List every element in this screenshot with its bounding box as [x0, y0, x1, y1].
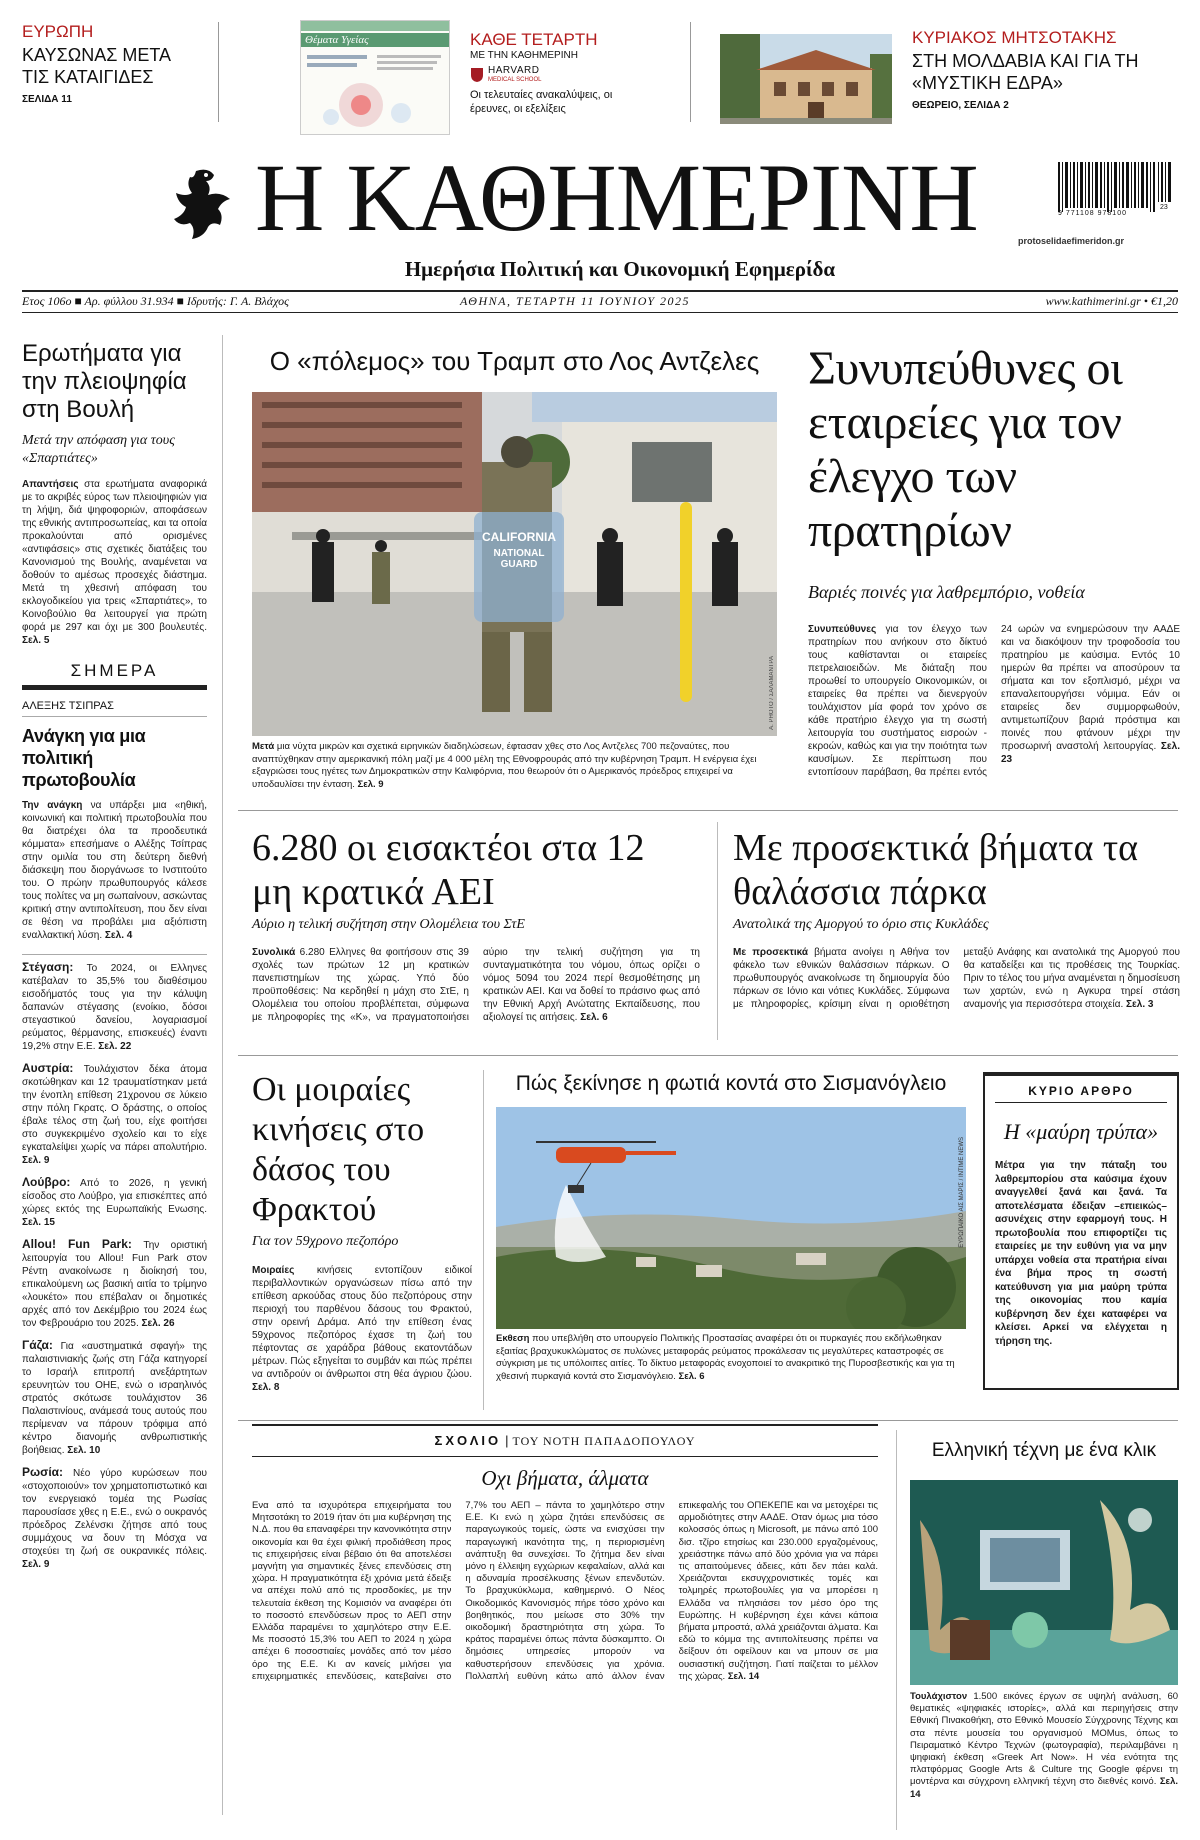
brief-item[interactable] [22, 961, 207, 1053]
forest-headline[interactable]: Οι μοιραίες κινήσεις στο δάσος του Φρακτού [252, 1071, 425, 1228]
photo-story-caption [252, 741, 777, 791]
teaser-kicker: ΚΥΡΙΑΚΟΣ ΜΗΤΣΟΤΑΚΗΣ [912, 28, 1117, 47]
shield-text-line1: CALIFORNIA [482, 530, 556, 544]
art-body [910, 1691, 1178, 1801]
art-ref[interactable]: Σελ. 14 [910, 1776, 1178, 1800]
harvard-brand: HARVARD [488, 65, 540, 76]
masthead-rule-bottom [22, 312, 1178, 313]
masthead-subtitle: Ημερήσια Πολιτική και Οικονομική Εφημερίδα [404, 257, 836, 281]
teaser-subkicker: ΜΕ ΤΗΝ ΚΑΘΗΜΕΡΙΝΗ [470, 50, 578, 61]
main-ref[interactable]: Σελ. 23 [1001, 741, 1180, 765]
briefs-list [22, 954, 207, 1571]
lead-subhead: Μετά την απόφαση για τους «Σπαρτιάτες» [22, 433, 175, 466]
aei-headline[interactable]: 6.280 οι εισακτέοι στα 12 μη κρατικά ΑΕΙ [252, 827, 645, 913]
editorial-label: ΚΥΡΙΟ ΑΡΘΡΟ [995, 1084, 1167, 1103]
art-kicker: Τουλάχιστον [910, 1691, 968, 1702]
caption-ref[interactable]: Σελ. 6 [678, 1370, 705, 1382]
masthead-rule-top [22, 290, 1178, 292]
brief-text: Τουλάχιστον δέκα άτομα σκοτώθηκαν και 12 τραυματίστηκαν μετά την ένοπλη επίθεση 21χρονου σε λύκειο στην πόλη Γκρατς. Ο δράστης, ο οποίος έβαλε τέλος στη ζωή του, είχε φοιτήσει στο συγκεκριμένο σχολείο και το είχε εγκαταλείψει χωρίς να πάρει απολυτήριο. [22, 1064, 207, 1153]
caption-text: μια νύχτα μικρών και σχετικά ειρηνικών διαδηλώσεων, έφτασαν χθες στο Λος Αντζελες 700 πεζοναύτες, που αναπτύχθηκαν στην αμερικανική πόλη μαζί με 4 000 μέλη της Εθνοφρουράς από την κυβέρνηση Τραμπ. Η ενέργεια έχει εξαγριώσει τους ηγέτες των Δημοκρατικών στην Καλιφόρνια, που θεωρούν ότι ο Αμερικανός πρόεδρος επιχειρεί να υποδαυλίσει την ένταση. [252, 741, 757, 790]
teaser-harvard[interactable] [470, 30, 650, 130]
aei-text: 6.280 Ελληνες θα φοιτήσουν στις 39 σχολές των πρώτων 12 μη κρατικών πανεπιστημίων της χώρας. Υπό δύο προϋποθέσεις: Να κερδηθεί η μάχη στο ΣτΕ, η Ολομέλεια του οποίου προβλέπεται, σύμφωνα με πληροφορίες της «Κ», να πραγματοποιήσει αύριο την τελική συζήτηση για τη συνταγματικότητα του νόμου, όπως ορίζει ο νόμος 5094 του 2024 περί θεσμοθέτησης μη κρατικών ΑΕΙ. Και να δοθεί το πράσινο φως από την Εθνική Αρχή Ανώτατης Εκπαίδευσης, που αξιολογεί τις αιτήσεις. [252, 947, 700, 1023]
masthead-info-right: www.kathimerini.gr • €1,20 [1045, 294, 1178, 308]
comment-label: ΣΧΟΛΙΟ [434, 1433, 502, 1448]
forest-kicker: Μοιραίες [252, 1265, 295, 1276]
columnist-name: ΑΛΕΞΗΣ ΤΣΙΠΡΑΣ [22, 700, 207, 717]
brief-text: Το 2024, οι Ελληνες κατέβαλαν το 35,5% του διαθέσιμου εισοδήματός τους για την κάλυψη δαπανών στέγασης (ενοίκιο, δόσοι στεγαστικού δανείου, λογαριασμοί ρεύματος, θέρμανσης, επισκευές) έναντι 19,2% στην Ε.Ε. [22, 963, 207, 1052]
forest-text: κινήσεις εντοπίζουν ειδικοί περιβαλλοντικών οργανώσεων πίσω από την επίθεση αρκούδας στους δύο πεζοπόρους στην περιοχή του παρθένου δάσους του Φρακτού, στην ορεινή Δράμα. Από την επίθεση ένας 59χρονος πεζοπόρος έχασε τη ζωή του πέφτοντας σε χαράδρα βάθους εκατοντάδων μέτρων. Πώς εξηγείται το συμβάν και πώς πρέπει να αντιδρούν οι άνθρωποι στη θέα άγριου ζώου. [252, 1265, 473, 1380]
opinion-kicker: Την ανάγκη [22, 800, 83, 811]
forest-body [252, 1264, 472, 1394]
section-label-box [22, 661, 207, 690]
brief-ref: Σελ. 9 [22, 1155, 50, 1166]
opinion-text: να υπάρξει μια «ηθική, κοινωνική και πολιτική πρωτοβουλία που θα διατρέχει όλα τα προοδευτικά κόμματα» επεσήμανε ο Αλέξης Τσίπρας στην ομιλία του στη δεύτερη διεθνή διάσκεψη που διοργάνωσε το Ινστιτούτο του. Ο πρώην πρωθυπουργός κάλεσε τους πολίτες να μη σωπαίνουν, ασκώντας κριτική στην αντιπολίτευση, που δεν είναι σε θέση να προβάλει μια αξιόπιστη εναλλακτική λύση. [22, 800, 208, 941]
photo-credit: ΕΥΡΩΠΑΪΚΟ ΑΙΣ ΜΑΡΙΣ / INTIME NEWS [959, 1137, 965, 1248]
aei-body [252, 946, 700, 1038]
parks-kicker: Με προσεκτικά [733, 947, 808, 958]
column-divider [222, 335, 223, 1815]
lead-ref[interactable]: Σελ. 5 [22, 635, 50, 646]
brief-title: Λούβρο: [22, 1175, 71, 1189]
lead-text: στα ερωτήματα αναφορικά με το ακριβές εύρος των πλειοψηφιών για τη λήψη, διά ψηφοφοριών, αποφάσεων της εθνικής αντιπροσωπείας, και τα οποία προκαλούνται από ορισμένες «αντιφάσεις» στις σχετικές διατάξεις του Κανονισμού της Βουλής, αναμένεται να δοθούν το αμέσως προσεχές διάστημα. Μετά τη χθεσινή απόφαση του εκλογοδικείου για τρεις «Σπαρτιάτες», το Κοινοβούλιο θα λειτουργεί για πρώτη φορά με 297 και όχι με 300 βουλευτές. [22, 479, 207, 633]
main-headline[interactable]: Συνυπεύθυνες οι εταιρείες για τον έλεγχο των πρατηρίων [808, 342, 1123, 557]
parks-subhead: Ανατολικά της Αμοργού το όριο στις Κυκλάδες [733, 917, 989, 932]
caption-ref[interactable]: Σελ. 9 [357, 778, 384, 790]
caption-text: που υπεβλήθη στο υπουργείο Πολιτικής Προστασίας αναφέρει ότι οι πυρκαγιές που εκδήλωθηκαν εξαιτίας βραχυκυκλώματος σε πυλώνες μεταφοράς ρεύματος προκάλεσαν τις μεγαλύτερες καταστροφές σε σύγκριση με τις υπόλοιπες αιτίες. Το δίκτυο μεταφοράς ενοχοποιεί το ανακριτικό της Πυροσβεστικής και για τη χθεσινή πυρκαγιά κοντά στο Σισμανόγλειο. [496, 1333, 955, 1382]
forest-ref[interactable]: Σελ. 8 [252, 1382, 280, 1393]
fire-headline[interactable]: Πώς ξεκίνησε η φωτιά κοντά στο Σισμανόγλειο [515, 1072, 947, 1095]
magazine-title: Θέματα Υγείας [301, 33, 449, 47]
main-text: για τον έλεγχο των πρατηρίων που ανήκουν στο δίκτυό τους καθίστανται οι εταιρείες πετρελαιοειδών. Με διάταξη που προωθεί το υπουργείο Οικονομικών, οι εταιρείες θα πρέπει να διενεργούν τουλάχιστον μία φορά τον χρόνο σε κάθε πρατήριο έλεγχο για τη σωστή λειτουργία του συστήματος εισροών - εκροών, καθώς και για την ποιότητα των καυσίμων. Σε περίπτωση που εντοπίσουν παράβαση, θα πρέπει εντός 24 ωρών να ενημερώσουν την ΑΑΔΕ και να διακόψουν την τροφοδοσία του πρατηρίου με καύσιμα. Εντός 10 ημερών θα πρέπει να αποσύρουν τα σήματα και τον εξοπλισμό, μέχρι να επαναλειτουργήσει νόμιμα. Εάν οι εταιρείες δεν συμμορφωθούν, αντιμετωπίζουν βαριά πρόστιμα και ποινές που φτάνουν μέχρι την προσωρινή αναστολή λειτουργίας. [808, 624, 1180, 778]
brief-item[interactable] [22, 1466, 207, 1571]
health-magazine-thumb[interactable] [300, 20, 450, 135]
brief-title: Στέγαση: [22, 960, 74, 974]
brief-text: Για «αυστηματικά σφαγή» της παλαιστινιακής ζωής στη Γάζα κατηγορεί το Ισραήλ επιτροπή ανεξάρτητων ερευνητών του ΟΗΕ, ενώ ο ισραηλινός στρατός σκότωσε τουλάχιστον 36 Παλαιστινίους, ανάμεσά τους αυτούς που περίμεναν να πάρουν τρόφιμα από κέντρο διανομής ανθρωπιστικής βοήθειας. [22, 1341, 208, 1456]
section-rule [238, 810, 1178, 811]
editorial-headline[interactable]: Η «μαύρη τρύπα» [1003, 1119, 1159, 1144]
forest-subhead: Για τον 59χρονο πεζοπόρο [252, 1234, 399, 1249]
editorial-box [983, 1072, 1179, 1390]
column-divider [896, 1430, 897, 1830]
parks-ref[interactable]: Σελ. 3 [1126, 999, 1154, 1010]
opinion-ref[interactable]: Σελ. 4 [104, 930, 133, 941]
brief-ref: Σελ. 26 [141, 1318, 175, 1329]
art-headline[interactable]: Ελληνική τέχνη με ένα κλικ [931, 1440, 1157, 1461]
main-body [808, 623, 1180, 795]
aei-kicker: Συνολικά [252, 947, 296, 958]
teaser-page: ΣΕΛΙΔΑ 11 [22, 94, 72, 105]
brief-title: Ρωσία: [22, 1465, 64, 1479]
harvard-shield-icon [470, 67, 484, 83]
fire-caption [496, 1333, 966, 1383]
opinion-body [22, 799, 207, 942]
editorial-body: Μέτρα για την πάταξη του λαθρεμπορίου στα καύσιμα έχουν αναγγελθεί ξανά και ξανά. Τα αποτελέσματα έδειξαν –επιεικώς– ασυνέχεις στην εφαρμογή τους. Η πρωτοβουλία που επιφορτίζει τις εταιρείες με την ευθύνη για να μην υπάρχει νοθεία στα πρατήρια είναι ένα βήμα προς τη σωστή κατεύθυνση για μια μαύρη τρύπα της οικονομίας που καμία κυβέρνηση δεν έχει καταφέρει να κλείσει. Αρκεί να ελέγχεται η τήρηση της. [995, 1160, 1167, 1347]
opinion-headline[interactable]: Ανάγκη για μια πολιτική πρωτοβουλία [22, 726, 146, 790]
magazine-header-strip [301, 21, 449, 31]
brief-title: Allou! Fun Park: [22, 1237, 132, 1251]
brief-ref: Σελ. 10 [67, 1445, 101, 1456]
fire-photo[interactable] [496, 1107, 966, 1329]
comment-separator: | [505, 1433, 509, 1448]
barcode-number: 9 771108 978100 [1058, 210, 1127, 217]
parks-text: βήματα ανοίγει η Αθήνα τον φάκελο των εθνικών θαλάσσιων πάρκων. Ο πρωθυπουργός ανακοίνωσε τη δημιουργία δύο πάρκων σε Ιόνιο και νότιες Κυκλάδες. Σύμφωνα με πληροφορίες, κρίσιμη είναι η οριοθέτηση μεταξύ Ανάφης και ανατολικά της Αμοργού που θα καταδείξει και τις προθέσεις της Τουρκίας. Πριν το τέλος του μήνα αναμένεται η δημοσίευση των χαρτών, ενώ η Αγκυρα τηρεί στάση αναμονής για περισσότερα στοιχεία. [733, 947, 1180, 1010]
source-watermark: protoselidaefimeridon.gr [1018, 236, 1125, 246]
photo-credit: A. PHOTO / ΣΑΛΑΜΑΝΤΡΑ [769, 656, 775, 730]
section-rule [238, 1420, 1178, 1421]
mitsotakis-teaser-photo[interactable] [720, 34, 892, 124]
comment-label-row [252, 1432, 878, 1450]
lead-kicker: Απαντήσεις [22, 479, 79, 490]
left-column [22, 340, 207, 1580]
art-text: 1.500 εικόνες έργων σε υψηλή ανάλυση, 60 θεματικές «ψηφιακές ιστορίες», αλλά και περιηγήσεις στην Εθνική Πινακοθήκη, στο Εθνικό Μουσείο Σύγχρονης Τέχνης και στα πέντε μουσεία του οργανισμού MOMus, όπως το Πειραματικό Κέντρο Τεχνών (φωτογραφία), περιλαμβάνει η ψηφιακή έκθεση «Greek Art Now». Η νέα ενότητα της πλατφόρμας Google Arts & Culture της Google φέρνει τη μοντέρνα και σύγχρονη ελληνική τέχνη στο διεθνές κοινό. [910, 1691, 1179, 1788]
parks-body [733, 946, 1180, 1038]
comment-ref[interactable]: Σελ. 14 [727, 1670, 760, 1682]
main-kicker: Συνυπεύθυνες [808, 624, 877, 635]
column-divider [717, 822, 718, 1040]
brief-item[interactable] [22, 1339, 207, 1457]
brief-ref: Σελ. 22 [98, 1041, 132, 1052]
section-rule [238, 1055, 1178, 1056]
brief-item[interactable] [22, 1176, 207, 1229]
griffin-logo-icon [168, 165, 240, 243]
art-photo[interactable] [910, 1480, 1178, 1685]
teaser-kicker: ΚΑΘΕ ΤΕΤΑΡΤΗ [470, 30, 598, 49]
teaser-kicker: ΕΥΡΩΠΗ [22, 22, 94, 41]
teaser-page: ΘΕΩΡΕΙΟ, ΣΕΛΙΔΑ 2 [912, 100, 1009, 111]
teaser-text: Οι τελευταίες ανακαλύψεις, οι έρευνες, οι εξελίξεις [470, 89, 613, 115]
barcode [1058, 162, 1176, 230]
brief-text: Νέο γύρο κυρώσεων που «στοχοποιούν» τον χρηματοπιστωτικό και τον ενεργειακό τομέα της Ρωσίας παρουσίασε χθες η Ε.Ε., ενώ ο ουκρανός πρόεδρος Ζελένσκι ζήτησε από τους συμμάχους να δουν τη Μόσχα να στοχεύει τη ζωή σε ουκρανικές πόλεις. [22, 1468, 207, 1557]
caption-kicker: Εκθεση [496, 1333, 530, 1344]
parks-headline[interactable]: Με προσεκτικά βήματα τα θαλάσσια πάρκα [733, 827, 1139, 913]
comment-author: ΤΟΥ ΝΟΤΗ ΠΑΠΑΔΟΠΟΥΛΟΥ [512, 1434, 696, 1448]
helicopter-photo [496, 1107, 966, 1329]
comment-text: Ενα από τα ισχυρότερα επιχειρήματα του Μητσοτάκη το 2019 ήταν ότι μια κυβέρνηση της Ν.Δ. που θα επαναφέρει την κανονικότητα στην οικονομία και θα έχει φιλική προδιάθεση προς τις επιχειρήσεις είναι βέβαιο ότι θα αποτελέσει μαγνήτη για σημαντικές ξένες επενδύσεις στη χώρα. Η πραγματικότητα έξι χρόνια μετά έδειξε να απέχει πολύ από τις προσδοκίες, με την τελευταία έκθεση της Κομισιόν να αναφέρει ότι το ποσοστό επενδύσεων προς το ΑΕΠ στην Ελλάδα παραμένει το χαμηλότερο στην Ε.Ε. Με ποσοστό 15,3% του ΑΕΠ το 2024 η χώρα απέχει 6 ποσοστιαίες μονάδες από τον μέσο όρο της Ε.Ε. Κι αν κανείς μιλήσει για επιχειρηματικές επενδύσεις, κατεβαίνει στο 7,7% του ΑΕΠ – πάντα το χαμηλότερο στην Ε.Ε. Κι ενώ η χώρα ζητάει επενδύσεις σε παραγωγικούς τομείς, ώστε να ενισχύσει την παραγωγική ικανότητα της, η περιορισμένη ανάπτυξη θα συνεχίσει. Το ζήτημα δεν είναι μόνο η έλλειψη εγχώριων κεφαλαίων, αλλά και η αδυναμία προσέλκυσης ξένων επενδυτών. Το βραχυκύκλωμα, καθημερινό. Ο Νέος Οικοδομικός Κανονισμός πήρε τόσο χρόνο και βοηθητικός, που μείωσε στο 30% την οικοδομική δραστηριότητα στη χώρα. Το κράτος παραμένει όπως πάντα δύσκαμπτο. Οι δημόσιες υπηρεσίες μπορούν να καθυστερήσουν επενδύσεις για χρόνια. Πολλαπλή ευθύνη κάτω από άλλον έναν επικεφαλής του ΟΠΕΚΕΠΕ και να μετοχέρει τις αρμοδιότητες στην ΑΑΔΕ. Οταν όμως μια τόσο κολοσσός όπως η Microsoft, με πάνω από 100 δισ. τζίρο ετησίως και 230.000 εργαζομένους, χρειάστηκε πάνω από δύο χρόνια για να πάρει τις απαιτούμενες άδειες, κάτι δεν πάει καλά. Χρειάζονται εκσυγχρονιστικές τομές και τολμηρές πρωτοβουλίες για να μπορέσει η Ελλάδα να πλησιάσει τον μέσο όρο της Ευρώπης. Η κυβέρνηση έχει κάνει κάποια βήματα μπροστά, αλλά χρειάζονται άλματα. Και εδώ το κόμμα της αντιπολίτευσης πρέπει να δείξουν ότι οφείλουν και να μπουν σε μια ουσιαστική συζήτηση. Γιατί παίζεται το μέλλον της χώρας. [252, 1500, 878, 1682]
harvard-brand-sub: MEDICAL SCHOOL [488, 77, 542, 83]
brief-title: Γάζα: [22, 1338, 53, 1352]
masthead-title: Η ΚΑΘΗΜΕΡΙΝΗ [255, 144, 978, 251]
shield-text-line2: NATIONAL GUARD [493, 548, 545, 570]
divider [690, 22, 691, 122]
brief-item[interactable] [22, 1062, 207, 1167]
la-photo[interactable] [252, 392, 777, 736]
teaser-headline: ΚΑΥΣΩΝΑΣ ΜΕΤΑ ΤΙΣ ΚΑΤΑΙΓΙΔΕΣ [22, 45, 171, 87]
comment-rule-mid [252, 1456, 878, 1457]
comment-rule-top [252, 1424, 878, 1426]
photo-story-headline[interactable]: Ο «πόλεμος» του Τραμπ στο Λος Αντζελες [269, 346, 760, 376]
aei-subhead: Αύριο η τελική συζήτηση στην Ολομέλεια του ΣτΕ [252, 917, 525, 932]
building-photo [720, 34, 892, 124]
aei-ref[interactable]: Σελ. 6 [580, 1012, 608, 1023]
comment-headline[interactable]: Οχι βήματα, άλματα [481, 1466, 649, 1490]
column-divider [483, 1070, 484, 1410]
barcode-issue: 23 [1160, 204, 1168, 211]
brief-title: Αυστρία: [22, 1061, 74, 1075]
lead-body [22, 478, 207, 647]
brief-ref: Σελ. 9 [22, 1559, 50, 1570]
masthead-info-left: Ετος 106ο ■ Αρ. φύλλου 31.934 ■ Ιδρυτής: Γ. Α. Βλάχος [22, 294, 289, 308]
main-subhead: Βαριές ποινές για λαθρεμπόριο, νοθεία [808, 582, 1085, 602]
masthead-date: ΑΘΗΝΑ, ΤΕΤΑΡΤΗ 11 ΙΟΥΝΙΟΥ 2025 [460, 294, 691, 308]
brief-ref: Σελ. 15 [22, 1217, 55, 1228]
divider [218, 22, 219, 122]
lead-headline[interactable]: Ερωτήματα για την πλειοψηφία στη Βουλή [22, 340, 187, 423]
teaser-europe[interactable] [22, 22, 192, 124]
brief-text: Από το 2026, η γενική είσοδος στο Λούβρο, για επισκέπτες από χώρες εκτός της Ευρωπαϊκής Ενωσης. [22, 1178, 207, 1215]
gallery-installation-photo [910, 1480, 1178, 1685]
teaser-mitsotakis[interactable] [912, 28, 1182, 128]
teaser-headline: ΣΤΗ ΜΟΛΔΑΒΙΑ ΚΑΙ ΓΙΑ ΤΗ «ΜΥΣΤΙΚΗ ΕΔΡΑ» [912, 51, 1139, 93]
section-label: ΣΗΜΕΡΑ [70, 661, 159, 680]
comment-body [252, 1500, 878, 1830]
brief-item[interactable] [22, 1238, 207, 1330]
brief-text: Την οριστική λειτουργία του Allou! Fun Park στον Ρέντη ανακοίνωσε η διοίκησή του, επικαλούμενη ως βασική αιτία το τρίμηνο «λουκέτο» που επέβαλαν οι δημοτικές αρχές από τον Δεκέμβριο του 2024 έως τον Φεβρουάριο του 2025. [22, 1240, 208, 1329]
caption-kicker: Μετά [252, 741, 275, 752]
magazine-cover-art [301, 47, 450, 135]
